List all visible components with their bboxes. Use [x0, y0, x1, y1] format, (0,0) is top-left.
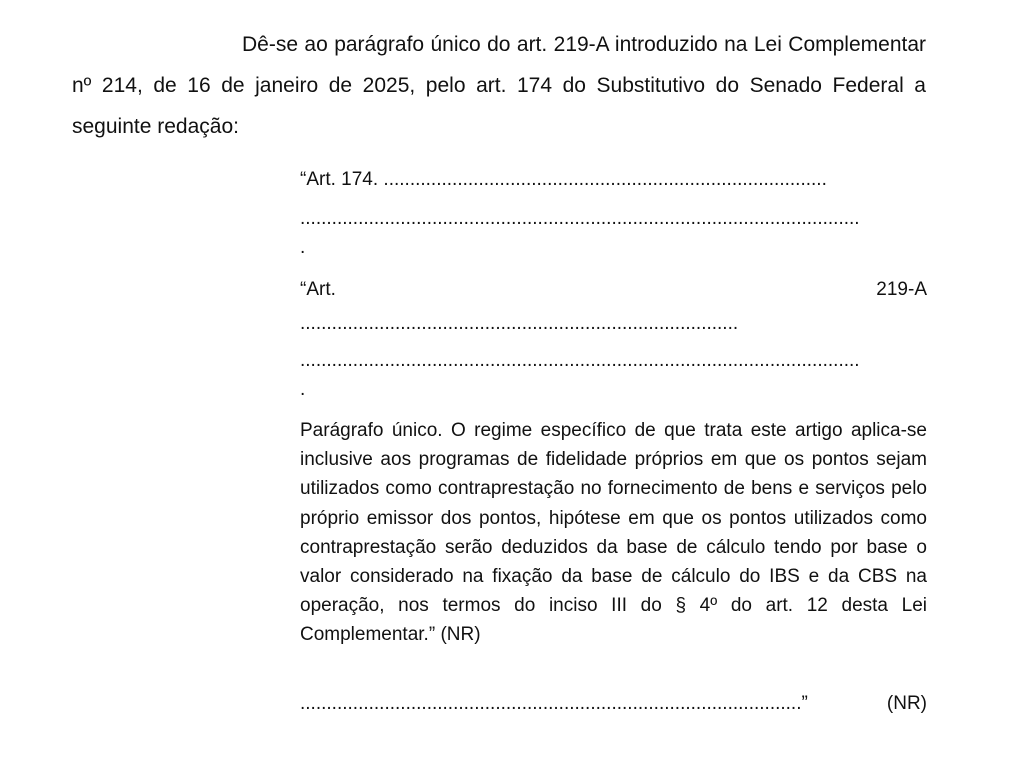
art-219a-line: [300, 276, 927, 304]
closing-line: [300, 690, 927, 718]
art-219a-label: “Art.: [300, 279, 336, 300]
art-174-line: “Art. 174. ....................................................................................: [300, 169, 827, 190]
intro-paragraph: [72, 24, 926, 147]
ellipsis-period-1: .: [300, 237, 306, 258]
ellipsis-period-2: .: [300, 379, 306, 400]
ellipsis-line-2: ..........................................................................................................: [300, 350, 860, 371]
intro-text: Dê-se ao parágrafo único do art. 219-A introduzido na Lei Complementar nº 214, de 16 de janeiro de 2025, pelo art. 174 do Substitutivo do Senado Federal a seguinte redação:: [72, 33, 926, 138]
sole-paragraph: Parágrafo único. O regime específico de que trata este artigo aplica-se inclusive aos programas de fidelidade próprios em que os pontos sejam utilizados como contraprestação no fornecimento de bens e serviços pelo próprio emissor dos pontos, hipótese em que os pontos utilizados como contraprestação serão deduzidos da base de cálculo tendo por base o valor considerado na fixação da base de cálculo do IBS e da CBS na operação, nos termos do inciso III do § 4º do art. 12 desta Lei Complementar.” (NR): [300, 420, 927, 646]
closing-nr-marker: (NR): [886, 693, 927, 714]
art-219a-number: 219-A: [876, 279, 927, 300]
art-219a-ellipsis: ...................................................................................: [300, 313, 739, 334]
closing-ellipsis: ...............................................................................................”: [300, 693, 808, 714]
ellipsis-line-1: ..........................................................................................................: [300, 208, 860, 229]
